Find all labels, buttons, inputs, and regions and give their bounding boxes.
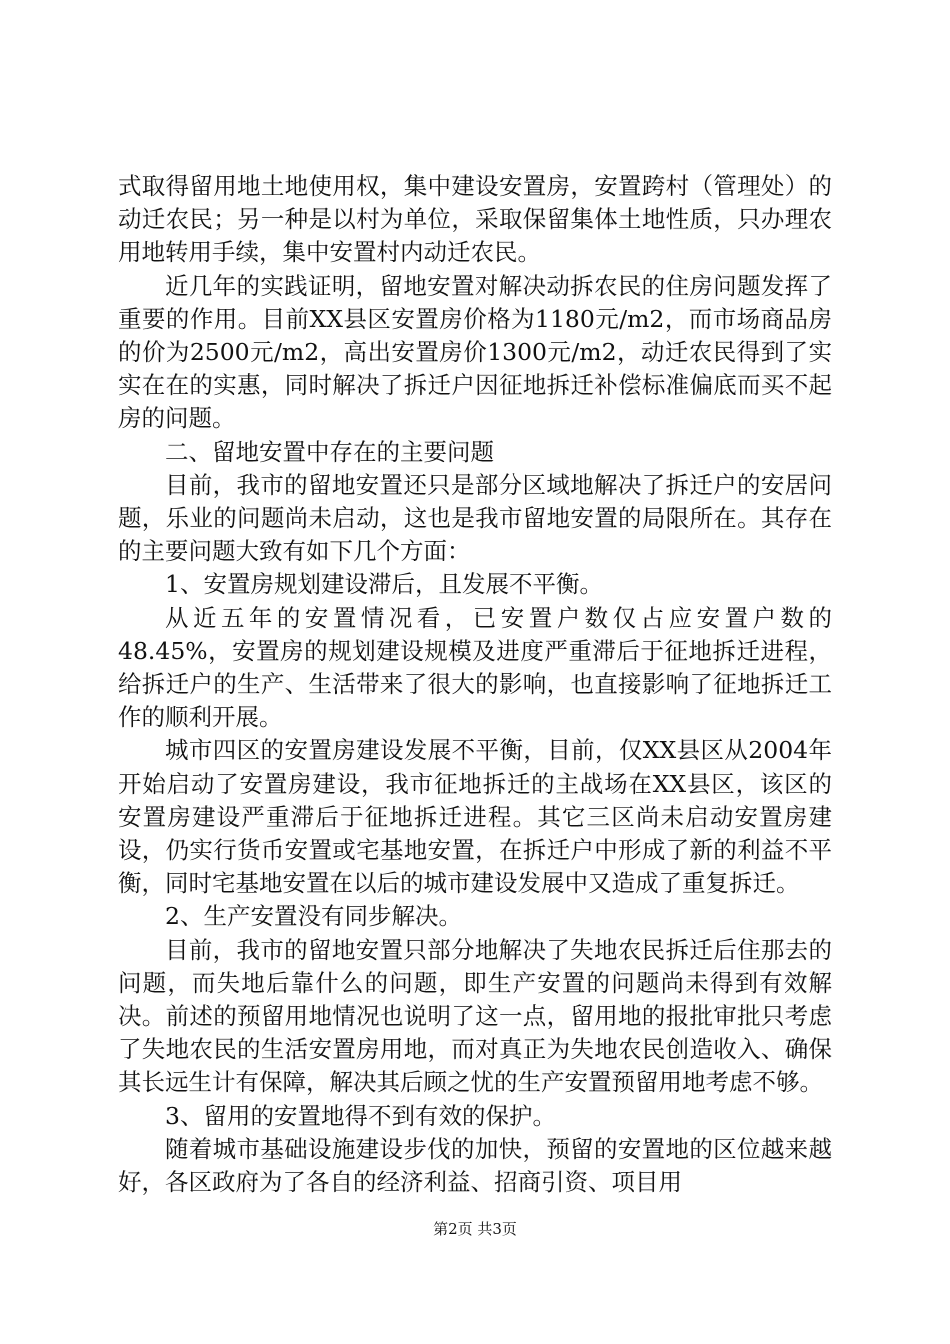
page-number-label: 第2页 共3页 bbox=[433, 1220, 517, 1238]
paragraph-5: 城市四区的安置房建设发展不平衡，目前，仅XX县区从2004年开始启动了安置房建设，我市征地拆迁的主战场在XX县区，该区的安置房建设严重滞后于征地拆迁进程。其它三区尚未启动安置房建设，仍实行货币安置或宅基地安置，在拆迁户中形成了新的利益不平衡，同时宅基地安置在以后的城市建设发展中又造成了重复拆迁。 bbox=[118, 736, 832, 898]
paragraph-3: 目前，我市的留地安置还只是部分区域地解决了拆迁户的安居问题，乐业的问题尚未启动，这也是我市留地安置的局限所在。其存在的主要问题大致有如下几个方面： bbox=[118, 470, 832, 566]
paragraph-7: 随着城市基础设施建设步伐的加快，预留的安置地的区位越来越好，各区政府为了各自的经济利益、招商引资、项目用 bbox=[118, 1134, 832, 1197]
page-footer bbox=[0, 1218, 950, 1239]
paragraph-1: 式取得留用地土地使用权，集中建设安置房，安置跨村（管理处）的动迁农民；另一种是以村为单位，采取保留集体土地性质，只办理农用地转用手续，集中安置村内动迁农民。 bbox=[118, 172, 832, 267]
paragraph-2: 近几年的实践证明，留地安置对解决动拆农民的住房问题发挥了重要的作用。目前XX县区安置房价格为1180元/m2，而市场商品房的价为2500元/m2，高出安置房价1300元/m2，动迁农民得到了实实在在的实惠，同时解决了拆迁户因征地拆迁补偿标准偏底而买不起房的问题。 bbox=[118, 271, 832, 433]
subheading-1: 1、安置房规划建设滞后，且发展不平衡。 bbox=[165, 570, 603, 599]
paragraph-4: 从近五年的安置情况看，已安置户数仅占应安置户数的48.45%，安置房的规划建设规模及进度严重滞后于征地拆迁进程，给拆迁户的生产、生活带来了很大的影响，也直接影响了征地拆迁工作的顺利开展。 bbox=[118, 603, 832, 732]
section-heading-2: 二、留地安置中存在的主要问题 bbox=[165, 437, 494, 466]
subheading-2: 2、生产安置没有同步解决。 bbox=[165, 902, 462, 931]
subheading-3: 3、留用的安置地得不到有效的保护。 bbox=[165, 1101, 556, 1130]
paragraph-6: 目前，我市的留地安置只部分地解决了失地农民拆迁后住那去的问题，而失地后靠什么的问题，即生产安置的问题尚未得到有效解决。前述的预留用地情况也说明了这一点，留用地的报批审批只考虑了失地农民的生活安置房用地，而对真正为失地农民创造收入、确保其长远生计有保障，解决其后顾之忧的生产安置预留用地考虑不够。 bbox=[118, 935, 832, 1097]
document-body bbox=[118, 170, 832, 1199]
